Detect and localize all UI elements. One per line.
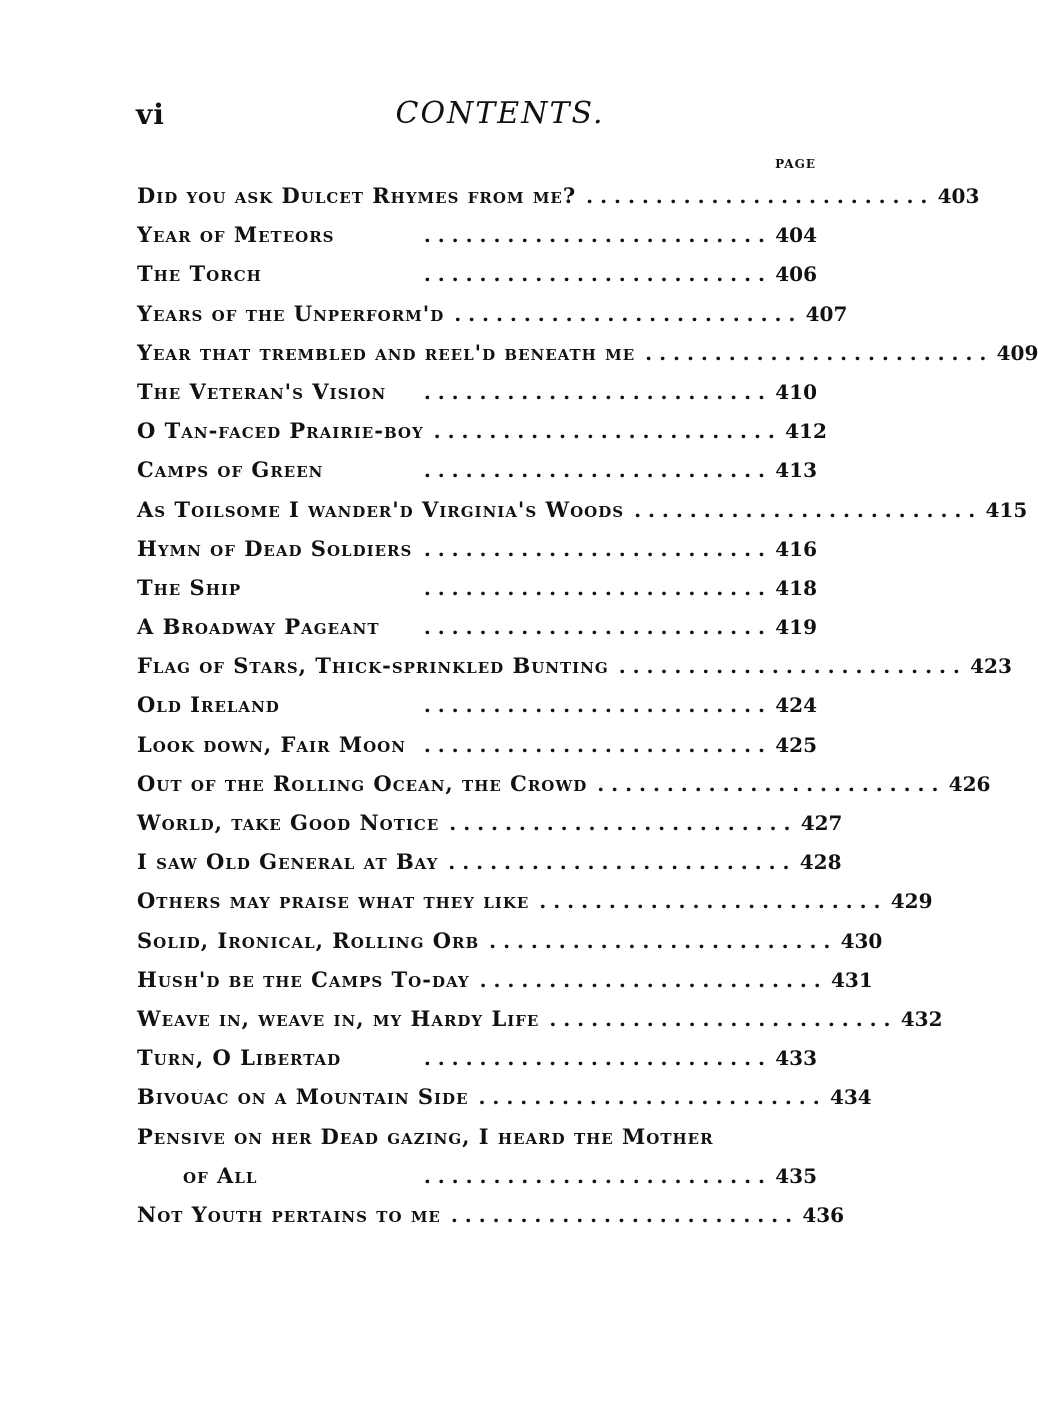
toc-entry-title-continued: of All: [183, 1162, 258, 1188]
table-of-contents: [137, 176, 1038, 1234]
toc-entry-page: 410: [775, 379, 817, 404]
toc-entry-page: 407: [805, 301, 848, 326]
toc-entry-page: 424: [775, 693, 817, 718]
toc-entry-page: 427: [800, 811, 843, 835]
toc-entry: [137, 529, 817, 568]
toc-entry-title: As Toilsome I wander'd Virginia's Woods: [137, 496, 625, 522]
toc-entry-page: 416: [775, 536, 817, 561]
dot-leader: . . . . . . . . . . . . . . . . . . . . . . . . .: [549, 1006, 891, 1031]
dot-leader: . . . . . . . . . . . . . . . . . . . . . . . . .: [586, 184, 928, 208]
dot-leader: . . . . . . . . . . . . . . . . . . . . . . . . .: [423, 575, 765, 600]
dot-leader: . . . . . . . . . . . . . . . . . . . . . . . . .: [597, 771, 939, 796]
toc-entry: [137, 1077, 872, 1116]
dot-leader: . . . . . . . . . . . . . . . . . . . . . . . . .: [423, 536, 765, 561]
toc-entry: [137, 999, 943, 1038]
toc-entry-title: I saw Old General at Bay: [137, 849, 439, 875]
dot-leader: . . . . . . . . . . . . . . . . . . . . . . . . .: [478, 1085, 820, 1110]
dot-leader: . . . . . . . . . . . . . . . . . . . . . . . . .: [423, 693, 765, 718]
toc-entry-title: The Torch: [137, 261, 262, 287]
toc-entry-page: 406: [775, 262, 817, 287]
toc-entry: [137, 411, 827, 450]
toc-entry: [137, 921, 883, 960]
toc-entry: [137, 490, 1028, 529]
toc-entry-page: 429: [890, 889, 933, 914]
toc-entry: [137, 294, 848, 333]
toc-entry-page: 403: [937, 184, 980, 208]
dot-leader: . . . . . . . . . . . . . . . . . . . . . . . . .: [433, 419, 775, 444]
page-column-label: PAGE: [775, 157, 816, 171]
toc-entry-page: 413: [775, 458, 817, 483]
dot-leader: . . . . . . . . . . . . . . . . . . . . . . . . .: [423, 732, 765, 757]
toc-entry-title: The Ship: [137, 574, 242, 600]
dot-leader: . . . . . . . . . . . . . . . . . . . . . . . . .: [489, 928, 831, 953]
toc-entry-page: 432: [900, 1006, 943, 1031]
toc-entry-page: 434: [829, 1085, 872, 1110]
dot-leader: . . . . . . . . . . . . . . . . . . . . . . . . .: [423, 223, 765, 248]
toc-entry-title: Turn, O Libertad: [137, 1045, 342, 1071]
toc-entry-page: 412: [785, 419, 827, 444]
toc-entry-page: 425: [775, 732, 817, 757]
toc-entry: [137, 176, 980, 215]
toc-entry-title: Year that trembled and reel'd beneath me: [137, 339, 636, 365]
toc-entry: [137, 450, 817, 489]
toc-entry: [137, 333, 1038, 372]
toc-entry: [137, 646, 1012, 685]
toc-entry-title: O Tan-faced Prairie-boy: [137, 418, 424, 444]
toc-entry-page: 418: [775, 575, 817, 600]
dot-leader: . . . . . . . . . . . . . . . . . . . . . . . . .: [423, 379, 765, 404]
toc-entry: [137, 254, 817, 293]
dot-leader: . . . . . . . . . . . . . . . . . . . . . . . . .: [479, 967, 821, 992]
toc-entry-page: 423: [970, 654, 1012, 679]
toc-entry: [137, 842, 842, 881]
toc-entry-title: Look down, Fair Moon: [137, 731, 406, 757]
toc-entry-title: World, take Good Notice: [137, 810, 440, 835]
toc-entry: [137, 764, 991, 803]
toc-entry-title: Did you ask Dulcet Rhymes from me?: [137, 183, 577, 208]
toc-entry: [137, 372, 817, 411]
toc-entry-title: Flag of Stars, Thick-sprinkled Bunting: [137, 653, 609, 679]
dot-leader: . . . . . . . . . . . . . . . . . . . . . . . . .: [634, 497, 976, 522]
toc-entry-title: Pensive on her Dead gazing, I heard the Mother: [137, 1123, 714, 1149]
toc-entry-title: Year of Meteors: [137, 222, 335, 248]
toc-entry-title: Hymn of Dead Soldiers: [137, 535, 413, 561]
dot-leader: . . . . . . . . . . . . . . . . . . . . . . . . .: [618, 654, 960, 679]
toc-entry-title: Weave in, weave in, my Hardy Life: [137, 1005, 540, 1031]
dot-leader: . . . . . . . . . . . . . . . . . . . . . . . . .: [423, 615, 765, 640]
page-title: CONTENTS.: [395, 96, 605, 131]
toc-entry-title: Camps of Green: [137, 457, 324, 483]
toc-entry: [137, 1195, 845, 1234]
toc-entry: [137, 803, 843, 842]
toc-entry-page: 433: [775, 1046, 817, 1071]
toc-entry-title: Years of the Unperform'd: [137, 300, 445, 326]
toc-entry: [137, 881, 933, 920]
toc-entry-title: The Veteran's Vision: [137, 378, 387, 404]
toc-entry: [137, 725, 817, 764]
toc-entry-title: Out of the Rolling Ocean, the Crowd: [137, 770, 588, 796]
toc-entry: [137, 1038, 817, 1077]
toc-entry-page: 419: [775, 615, 817, 640]
toc-entry-page: 436: [802, 1202, 845, 1227]
dot-leader: . . . . . . . . . . . . . . . . . . . . . . . . .: [450, 1202, 793, 1227]
toc-entry-page: 415: [985, 497, 1028, 522]
toc-entry: [137, 960, 873, 999]
toc-entry-title: Old Ireland: [137, 692, 280, 718]
dot-leader: . . . . . . . . . . . . . . . . . . . . . . . . .: [423, 1046, 765, 1071]
dot-leader: . . . . . . . . . . . . . . . . . . . . . . . . .: [645, 340, 987, 365]
toc-entry-title: Bivouac on a Mountain Side: [137, 1084, 469, 1110]
toc-entry-page: 431: [831, 967, 873, 992]
dot-leader: . . . . . . . . . . . . . . . . . . . . . . . . .: [454, 301, 796, 326]
toc-entry-page: 430: [840, 928, 883, 953]
dot-leader: . . . . . . . . . . . . . . . . . . . . . . . . .: [423, 458, 765, 483]
dot-leader: . . . . . . . . . . . . . . . . . . . . . . . . .: [423, 262, 765, 287]
toc-entry-page: 404: [775, 223, 817, 248]
dot-leader: . . . . . . . . . . . . . . . . . . . . . . . . .: [539, 889, 881, 914]
toc-entry: [137, 215, 817, 254]
toc-entry: [137, 685, 817, 724]
toc-entry-title: Hush'd be the Camps To-day: [137, 966, 470, 992]
toc-entry: [137, 1117, 817, 1156]
toc-entry-continuation: [137, 1156, 817, 1195]
dot-leader: . . . . . . . . . . . . . . . . . . . . . . . . .: [423, 1163, 765, 1188]
toc-entry-page: 428: [799, 850, 842, 875]
dot-leader: . . . . . . . . . . . . . . . . . . . . . . . . .: [449, 811, 791, 835]
dot-leader: . . . . . . . . . . . . . . . . . . . . . . . . .: [448, 850, 790, 875]
toc-entry-page: 435: [775, 1163, 817, 1188]
toc-entry-title: Others may praise what they like: [137, 888, 530, 914]
page-number: vi: [136, 98, 165, 131]
toc-entry-title: Solid, Ironical, Rolling Orb: [137, 927, 480, 953]
toc-entry-title: A Broadway Pageant: [137, 614, 380, 640]
toc-entry-page: 426: [948, 771, 991, 796]
toc-entry-title: Not Youth pertains to me: [137, 1201, 441, 1227]
toc-entry-page: 409: [996, 340, 1038, 365]
toc-entry: [137, 607, 817, 646]
toc-entry: [137, 568, 817, 607]
